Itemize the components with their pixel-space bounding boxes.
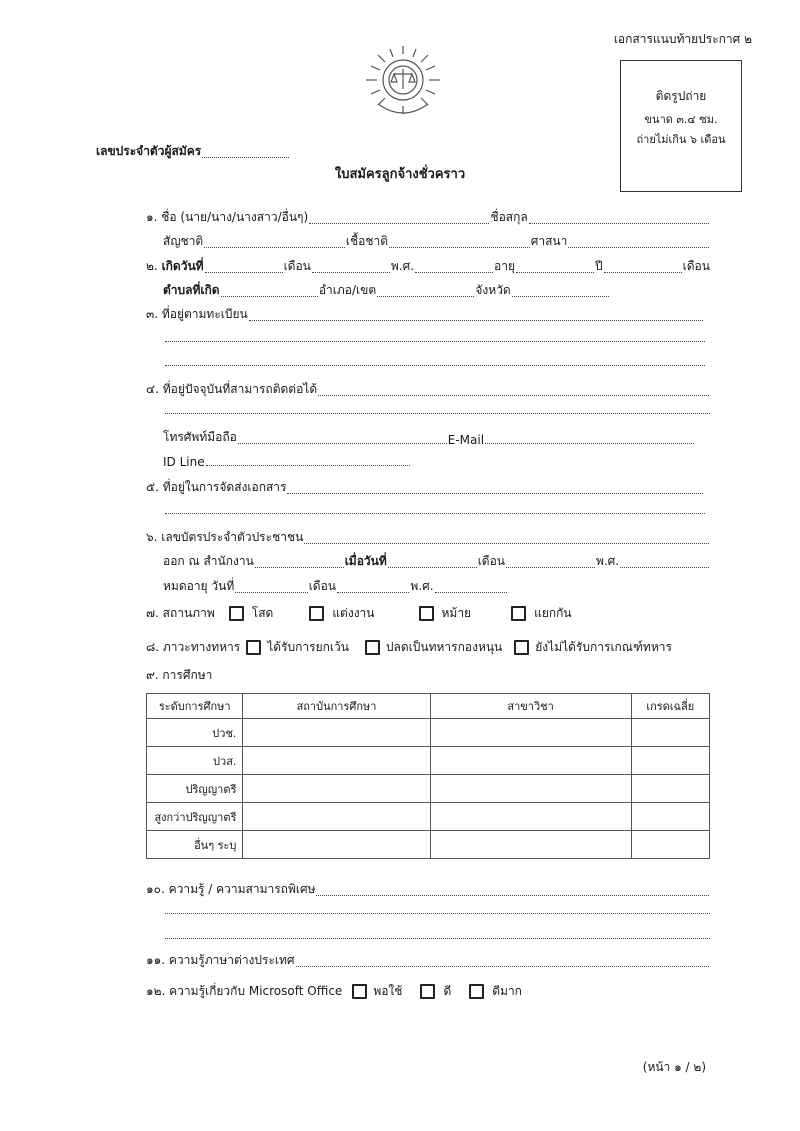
special-skills-line-2[interactable] <box>165 913 710 914</box>
military-option-not-drafted: ยังไม่ได้รับการเกณฑ์ทหาร <box>535 640 672 654</box>
office-very-good-checkbox[interactable] <box>469 984 484 999</box>
institution-cell[interactable] <box>243 775 430 803</box>
special-skills-row[interactable] <box>146 880 710 899</box>
registered-address-line-3[interactable] <box>165 365 705 366</box>
year-label: ปี <box>595 259 603 273</box>
id-month-label: เดือน <box>477 554 506 568</box>
office-option-good: ดี <box>443 984 452 998</box>
table-row <box>147 831 710 859</box>
level-cell: ปวส. <box>147 747 243 775</box>
id-card-row[interactable] <box>146 528 710 547</box>
institution-cell[interactable] <box>243 747 430 775</box>
office-good-checkbox[interactable] <box>420 984 435 999</box>
level-cell: ปวช. <box>147 719 243 747</box>
level-cell: อื่นๆ ระบุ <box>147 831 243 859</box>
gpa-cell[interactable] <box>631 747 709 775</box>
table-row <box>147 775 710 803</box>
q6-label: ๖. เลขบัตรประจำตัวประชาชน <box>146 530 304 544</box>
district-label: อำเภอ/เขต <box>318 283 377 297</box>
religion-label: ศาสนา <box>530 234 568 248</box>
marital-married-checkbox[interactable] <box>309 606 324 621</box>
foreign-language-row[interactable] <box>146 951 710 970</box>
q11-label: ๑๑. ความรู้ภาษาต่างประเทศ <box>146 953 295 967</box>
id-expire-row[interactable] <box>163 577 508 596</box>
line-id-label: ID Line <box>163 455 205 469</box>
photo-box-line2: ขนาด ๓.๔ ซม. <box>644 113 718 126</box>
q12-label: ๑๒. ความรู้เกี่ยวกับ Microsoft Office <box>146 984 343 998</box>
page-number: (หน้า ๑ / ๒) <box>642 1060 706 1074</box>
mailing-address-line-2[interactable] <box>165 513 705 514</box>
line-id-row[interactable] <box>163 453 411 469</box>
institution-cell[interactable] <box>243 719 430 747</box>
q3-label: ๓. ที่อยู่ตามทะเบียน <box>146 307 248 321</box>
current-address-line-2[interactable] <box>165 413 710 414</box>
ms-office-row <box>146 982 522 1001</box>
exp-be-label: พ.ศ. <box>410 579 434 593</box>
level-cell: ปริญญาตรี <box>147 775 243 803</box>
major-cell[interactable] <box>430 831 631 859</box>
office-fair-checkbox[interactable] <box>352 984 367 999</box>
table-row <box>147 747 710 775</box>
issued-on-label: เมื่อวันที่ <box>344 554 387 568</box>
marital-option-widowed: หม้าย <box>441 606 472 620</box>
registered-address-row[interactable] <box>146 305 704 324</box>
gpa-cell[interactable] <box>631 831 709 859</box>
major-cell[interactable] <box>430 747 631 775</box>
form-title: ใบสมัครลูกจ้างชั่วคราว <box>334 167 466 182</box>
level-cell: สูงกว่าปริญญาตรี <box>147 803 243 831</box>
be-label: พ.ศ. <box>390 259 415 273</box>
major-cell[interactable] <box>430 803 631 831</box>
email-label: E-Mail <box>447 433 485 447</box>
special-skills-line-3[interactable] <box>165 938 710 939</box>
institution-cell[interactable] <box>243 831 430 859</box>
name-label: ชื่อ (นาย/นาง/นางสาว/อื่นๆ) <box>161 210 309 224</box>
major-cell[interactable] <box>430 719 631 747</box>
gpa-cell[interactable] <box>631 719 709 747</box>
q4-label: ๔. ที่อยู่ปัจจุบันที่สามารถติดต่อได้ <box>146 382 318 396</box>
major-cell[interactable] <box>430 775 631 803</box>
q2-number: ๒. <box>146 259 158 273</box>
photo-box-line3: ถ่ายไม่เกิน ๖ เดือน <box>636 133 726 146</box>
birthplace-row[interactable] <box>163 281 610 300</box>
applicant-number-field[interactable] <box>96 142 290 161</box>
gpa-cell[interactable] <box>631 803 709 831</box>
col-institution-header: สถาบันการศึกษา <box>243 694 430 719</box>
ethnicity-label: เชื้อชาติ <box>345 234 389 248</box>
subdistrict-label: ตำบลที่เกิด <box>163 283 220 297</box>
military-label: ๘. ภาวะทางทหาร <box>146 640 241 654</box>
education-table <box>146 693 710 859</box>
emblem-seal-icon <box>358 42 448 124</box>
education-header-row <box>147 694 710 719</box>
q5-label: ๕. ที่อยู่ในการจัดส่งเอกสาร <box>146 480 287 494</box>
table-row <box>147 719 710 747</box>
col-major-header: สาขาวิชา <box>430 694 631 719</box>
gpa-cell[interactable] <box>631 775 709 803</box>
age-label: อายุ <box>494 259 516 273</box>
education-label: ๙. การศึกษา <box>146 668 213 682</box>
marital-separated-checkbox[interactable] <box>511 606 526 621</box>
applicant-number-label: เลขประจำตัวผู้สมัคร <box>96 144 202 158</box>
table-row <box>147 803 710 831</box>
month-label-2: เดือน <box>682 259 710 273</box>
contact-row[interactable] <box>163 428 695 447</box>
military-option-reserve: ปลดเป็นทหารกองหนุน <box>385 640 503 654</box>
exp-month-label: เดือน <box>308 579 336 593</box>
office-option-very-good: ดีมาก <box>492 984 522 998</box>
institution-cell[interactable] <box>243 803 430 831</box>
q1-number: ๑. <box>146 210 158 224</box>
month-label: เดือน <box>283 259 311 273</box>
expire-label: หมดอายุ วันที่ <box>163 579 235 593</box>
surname-label: ชื่อสกุล <box>490 210 528 224</box>
military-status-row <box>146 638 672 657</box>
q10-label: ๑๐. ความรู้ / ความสามารถพิเศษ <box>146 882 316 896</box>
military-option-exempt: ได้รับการยกเว้น <box>267 640 349 654</box>
military-not-drafted-checkbox[interactable] <box>514 640 529 655</box>
nationality-row[interactable] <box>163 232 710 251</box>
marital-label: ๗. สถานภาพ <box>146 606 215 620</box>
id-issue-row[interactable] <box>163 552 710 571</box>
marital-widowed-checkbox[interactable] <box>419 606 434 621</box>
marital-status-row <box>146 604 572 623</box>
marital-option-married: แต่งงาน <box>332 606 375 620</box>
name-row[interactable] <box>146 208 710 227</box>
id-be-label: พ.ศ. <box>595 554 620 568</box>
marital-option-single: โสด <box>251 606 274 620</box>
marital-single-checkbox[interactable] <box>229 606 244 621</box>
province-label: จังหวัด <box>475 283 511 297</box>
mailing-address-row[interactable] <box>146 478 704 497</box>
office-option-fair: พอใช้ <box>373 984 403 998</box>
military-exempt-checkbox[interactable] <box>246 640 261 655</box>
current-address-row[interactable] <box>146 380 710 399</box>
registered-address-line-2[interactable] <box>165 341 705 342</box>
military-reserve-checkbox[interactable] <box>365 640 380 655</box>
photo-box-line1: ติดรูปถ่าย <box>655 89 707 103</box>
marital-option-separated: แยกกัน <box>534 606 572 620</box>
born-day-label: เกิดวันที่ <box>161 259 204 273</box>
attachment-note: เอกสารแนบท้ายประกาศ ๒ <box>613 32 752 46</box>
col-gpa-header: เกรดเฉลี่ย <box>631 694 709 719</box>
nationality-label: สัญชาติ <box>163 234 204 248</box>
mobile-label: โทรศัพท์มือถือ <box>163 430 237 444</box>
birth-row[interactable] <box>146 257 710 276</box>
issued-at-label: ออก ณ สำนักงาน <box>163 554 254 568</box>
col-level-header: ระดับการศึกษา <box>147 694 243 719</box>
